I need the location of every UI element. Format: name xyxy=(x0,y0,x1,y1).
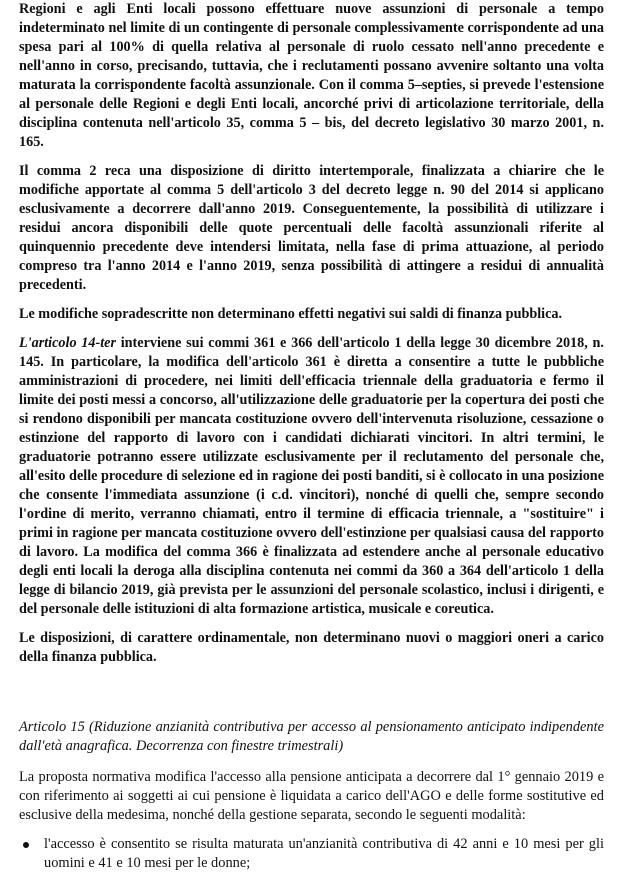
article-14ter-text: interviene sui commi 361 e 366 dell'articolo 1 della legge 30 dicembre 2018, n. 145. In particolare, la modifica dell'articolo 361 è diretta a consentire a tutte le pubbliche amministrazioni di procedere, nei limiti dell'efficacia triennale della graduatoria e fermo il limite dei posti messi a concorso, all'utilizzazione delle graduatorie per la copertura dei posti che si rendono disponibili per mancata costituzione ovvero dell'intervenuta risoluzione, cessazione o estinzione del rapporto di lavoro con i candidati dichiarati vincitori. In altri termini, le graduatorie potranno essere utilizzate esclusivamente per il reclutamento del personale che, all'esito delle procedure di selezione ed in ragione dei posti banditi, si è collocato in una posizione che consente l'immediata assunzione (i c.d. vincitori), nonché di quelli che, sempre secondo l'ordine di merito, verranno chiamati, entro il termine di efficacia triennale, a "sostituire" i primi in ragione per mancata costituzione ovvero dell'estinzione per qualsiasi causa del rapporto di lavoro. La modifica del comma 366 è finalizzata ad estendere anche al personale educativo degli enti locali la deroga alla disciplina contenuta nei commi da 360 a 364 dell'articolo 1 della legge di bilancio 2019, già prevista per le assunzioni del personale scolastico, inclusi i dirigenti, e del personale delle istituzioni di alta formazione artistica, musicale e coreutica. xyxy=(19,335,604,617)
article-15-intro: La proposta normativa modifica l'accesso alla pensione anticipata a decorrere dal 1° gennaio 2019 e con riferimento ai soggetti ai cui pensione è liquidata a carico dell'AGO e delle forme sostitutive ed esclusive della medesima, nonché della gestione separata, secondo le seguenti modalità: xyxy=(19,769,604,823)
article-15-heading xyxy=(19,718,604,756)
article-15-section xyxy=(19,718,604,873)
article-15-subtitle: (Riduzione anzianità contributiva per accesso al pensionamento anticipato indipendente dall'età anagrafica. Decorrenza con finestre trimestrali) xyxy=(19,719,604,754)
paragraph-disposizioni: Le disposizioni, di carattere ordinamentale, non determinano nuovi o maggiori oneri a carico della finanza pubblica. xyxy=(19,630,604,665)
article-15-bullet-list xyxy=(19,835,604,873)
list-item xyxy=(19,835,604,873)
paragraph-modifiche: Le modifiche sopradescritte non determinano effetti negativi sui saldi di finanza pubblica. xyxy=(19,306,563,322)
bold-section xyxy=(19,0,604,667)
bullet-text: l'accesso è consentito se risulta maturata un'anzianità contributiva di 42 anni e 10 mesi per gli uomini e 41 e 10 mesi per le donne; xyxy=(44,836,604,871)
bullet-icon xyxy=(23,842,29,848)
paragraph-regioni: Regioni e agli Enti locali possono effettuare nuove assunzioni di personale a tempo indeterminato nel limite di un contingente di personale complessivamente corrispondente ad una spesa pari al 100% di quella relativa al personale di ruolo cessato nell'anno precedente e nell'anno in corso, precisando, tuttavia, che i reclutamenti possano avvenire soltanto una volta maturata la corrispondente facoltà assunzionale. Con il comma 5–septies, si prevede l'estensione al personale delle Regioni e degli Enti locali, ancorché privi di articolazione territoriale, della disciplina contenuta nell'articolo 35, comma 5 – bis, del decreto legislativo 30 marzo 2001, n. 165. xyxy=(19,1,604,150)
article-15-label: Articolo 15 xyxy=(19,719,85,735)
paragraph-comma-2: Il comma 2 reca una disposizione di diritto intertemporale, finalizzata a chiarire che le modifiche apportate al comma 5 dell'articolo 3 del decreto legge n. 90 del 2014 si applicano esclusivamente a decorrere dall'anno 2019. Conseguentemente, la possibilità di utilizzare i residui ancora disponibili delle quote percentuali delle facoltà assunzionali riferite al quinquennio precedente deve intendersi limitata, nella fase di prima attuazione, al periodo compreso tra l'anno 2014 e l'anno 2019, senza possibilità di attingere a residui di annualità precedenti. xyxy=(19,163,604,293)
paragraph-articolo-14ter xyxy=(19,334,604,619)
document-page xyxy=(19,0,604,871)
article-14ter-label: L'articolo 14-ter xyxy=(19,335,116,351)
